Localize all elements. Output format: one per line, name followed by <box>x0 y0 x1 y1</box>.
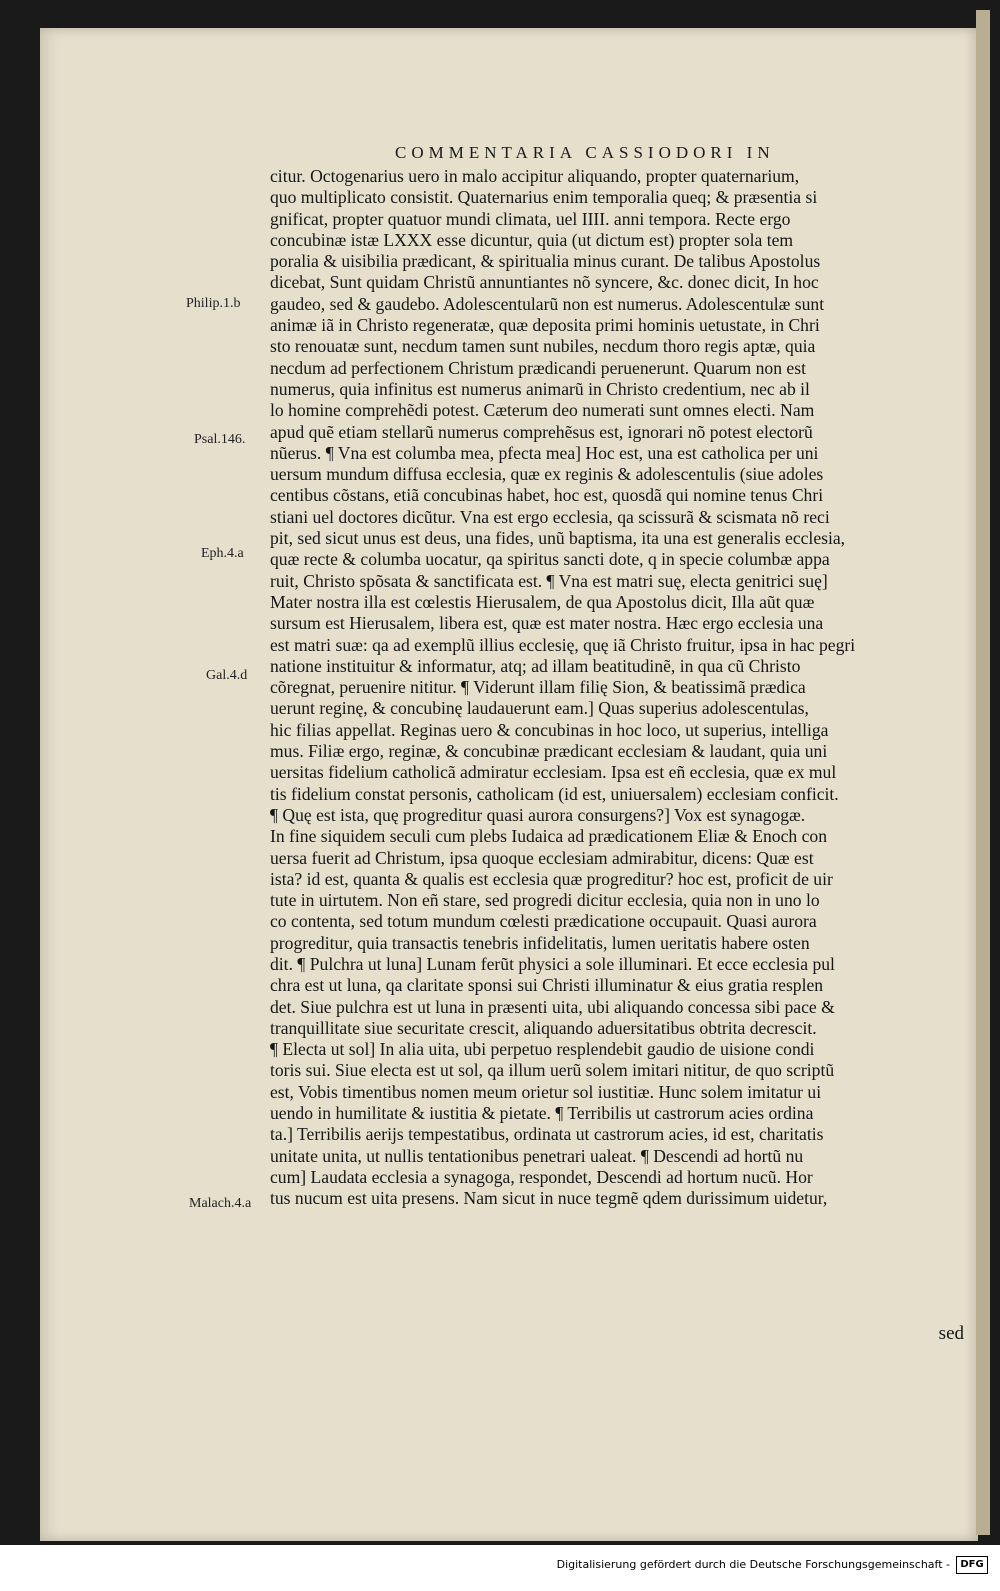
text-line: centibus cõstans, etiã concubinas habet, hoc est, quosdã qui nomine tenus Chri <box>270 485 824 506</box>
text-line: uerunt reginę, & concubinę laudauerunt eam.] Quas superius adolescentulas, <box>270 698 809 719</box>
text-line: stiani uel doctores dicũtur. Vna est ergo ecclesia, qa scissurã & scismata nõ reci <box>270 506 830 527</box>
text-line: uersum mundum diffusa ecclesia, quæ ex reginis & adolescentulis (siue adoles <box>270 464 824 485</box>
text-line: lo homine comprehẽdi potest. Cæterum deo numerati sunt omnes electi. Nam <box>270 400 815 421</box>
running-header: COMMENTARIA CASSIODORI IN <box>395 143 775 162</box>
body-text <box>270 166 970 1210</box>
text-line: progreditur, quia transactis tenebris infidelitatis, lumen ueritatis habere osten <box>270 932 810 953</box>
marginal-note: Malach.4.a <box>189 1196 252 1211</box>
text-line: concubinæ istæ LXXX esse dicuntur, quia (ut dictum est) propter sola tem <box>270 229 794 250</box>
text-line: est matri suæ: qa ad exemplũ illius ecclesię, quę iã Christo fruitur, ipsa in hac pegri <box>270 634 856 655</box>
text-line: uersa fuerit ad Christum, ipsa quoque ecclesiam admirabitur, dicens: Quæ est <box>270 847 814 868</box>
text-line: nũerus. ¶ Vna est columba mea, pfecta mea] Hoc est, una est catholica per uni <box>270 442 819 463</box>
text-line: In fine siquidem seculi cum plebs Iudaica ad prædicationem Eliæ & Enoch con <box>270 826 827 847</box>
text-line: animæ iã in Christo regeneratæ, quæ deposita primi hominis uetustate, in Chri <box>270 315 820 336</box>
text-line: gnificat, propter quatuor mundi climata, uel IIII. anni tempora. Recte ergo <box>270 208 791 229</box>
catchword: sed <box>938 1323 964 1344</box>
text-line: tis fidelium constat personis, catholicam (id est, uniuersalem) ecclesiam conficit. <box>270 783 839 804</box>
marginal-note: Gal.4.d <box>206 668 248 683</box>
text-line: dicebat, Sunt quidam Christũ annuntiantes nõ syncere, &c. donec dicit, In hoc <box>270 272 819 293</box>
marginal-note: Psal.146. <box>194 432 246 447</box>
text-line: pit, sed sicut unus est deus, una fides, unũ baptisma, ita una est generalis ecclesia, <box>270 528 846 549</box>
text-line: sto renouatæ sunt, necdum tamen sunt nubiles, necdum thoro regis aptæ, quia <box>270 336 816 357</box>
text-line: apud quẽ etiam stellarũ numerus comprehẽsus est, ignorari nõ potest electorũ <box>270 421 813 442</box>
text-line: uendo in humilitate & iustitia & pietate. ¶ Terribilis ut castrorum acies ordina <box>270 1103 814 1124</box>
text-line: natione instituitur & informatur, atq; ad illam beatitudinẽ, in qua cũ Christo <box>270 655 801 676</box>
text-line: Mater nostra illa est cœlestis Hierusalem, de qua Apostolus dicit, Illa aũt quæ <box>270 591 815 612</box>
page-edge <box>976 10 990 1535</box>
text-line: mus. Filiæ ergo, reginæ, & concubinæ prædicant ecclesiam & laudant, quia uni <box>270 741 828 762</box>
text-line: ista? id est, quanta & qualis est ecclesia quæ progreditur? hoc est, proficit de uir <box>270 868 833 889</box>
text-line: quo multiplicato consistit. Quaternarius enim temporalia queq; & præsentia si <box>270 187 818 208</box>
text-line: cõregnat, peruenire nititur. ¶ Viderunt illam filię Sion, & beatissimã prædica <box>270 677 806 698</box>
text-line: dit. ¶ Pulchra ut luna] Lunam ferũt physici a sole illuminari. Et ecce ecclesia pul <box>270 953 835 974</box>
text-line: ta.] Terribilis aerijs tempestatibus, ordinata ut castrorum acies, id est, charitatis <box>270 1124 824 1145</box>
footer-bar <box>0 1545 1000 1591</box>
text-line: necdum ad perfectionem Christum prædicandi peruenerunt. Quarum non est <box>270 357 806 378</box>
text-line: ¶ Electa ut sol] In alia uita, ubi perpetuo resplendebit gaudio de uisione condi <box>270 1039 815 1060</box>
footer-credit: Digitalisierung gefördert durch die Deutsche Forschungsgemeinschaft - <box>556 1558 950 1571</box>
text-line: sursum est Hierusalem, libera est, quæ est mater nostra. Hæc ergo ecclesia una <box>270 613 824 634</box>
dfg-logo: DFG <box>956 1556 988 1574</box>
marginal-note: Philip.1.b <box>186 296 241 311</box>
text-line: det. Siue pulchra est ut luna in præsenti uita, ubi aliquando concessa sibi pace & <box>270 996 835 1017</box>
text-line: numerus, quia infinitus est numerus animarũ in Christo credentium, nec ab il <box>270 378 810 399</box>
text-line: hic filias appellat. Reginas uero & concubinas in hoc loco, ut superius, intelliga <box>270 719 829 740</box>
text-line: citur. Octogenarius uero in malo accipitur aliquando, propter quaternarium, <box>270 166 800 186</box>
text-line: quæ recte & columba uocatur, qa spiritus sancti dote, q in specie columbæ appa <box>270 549 830 570</box>
marginal-note: Eph.4.a <box>201 546 244 561</box>
text-line: uersitas fidelium catholicã admiratur ecclesiam. Ipsa est eñ ecclesia, quæ ex mul <box>270 762 837 783</box>
text-line: poralia & uisibilia prædicant, & spiritualia minus curant. De talibus Apostolus <box>270 251 821 272</box>
text-line: ruit, Christo spõsata & sanctificata est. ¶ Vna est matri suę, electa genitrici suę] <box>270 570 828 591</box>
text-line: est, Vobis timentibus nomen meum orietur sol iustitiæ. Hunc solem imitatur ui <box>270 1081 822 1102</box>
text-line: tus nucum est uita presens. Nam sicut in nuce tegmẽ qdem durissimum uidetur, <box>270 1188 828 1209</box>
text-line: ¶ Quę est ista, quę progreditur quasi aurora consurgens?] Vox est synagogæ. <box>270 804 806 825</box>
text-line: chra est ut luna, qa claritate sponsi sui Christi illuminatur & eius gratia resplen <box>270 975 824 996</box>
text-line: tute in uirtutem. Non eñ stare, sed progredi dicitur ecclesia, quia non in uno lo <box>270 890 820 911</box>
text-line: unitate unita, ut nullis tentationibus penetrari ualeat. ¶ Descendi ad hortũ nu <box>270 1145 804 1166</box>
text-line: co contenta, sed totum mundum cœlesti prædicatione occupauit. Quasi aurora <box>270 911 817 932</box>
text-line: cum] Laudata ecclesia a synagoga, respondet, Descendi ad hortum nucũ. Hor <box>270 1166 813 1187</box>
text-line: tranquillitate siue securitate crescit, aliquando aduersitatibus obtrita decrescit. <box>270 1017 817 1038</box>
text-line: toris sui. Siue electa est ut sol, qa illum uerũ solem imitari nititur, de quo scriptũ <box>270 1060 835 1081</box>
text-line: gaudeo, sed & gaudebo. Adolescentularũ non est numerus. Adolescentulæ sunt <box>270 293 825 314</box>
